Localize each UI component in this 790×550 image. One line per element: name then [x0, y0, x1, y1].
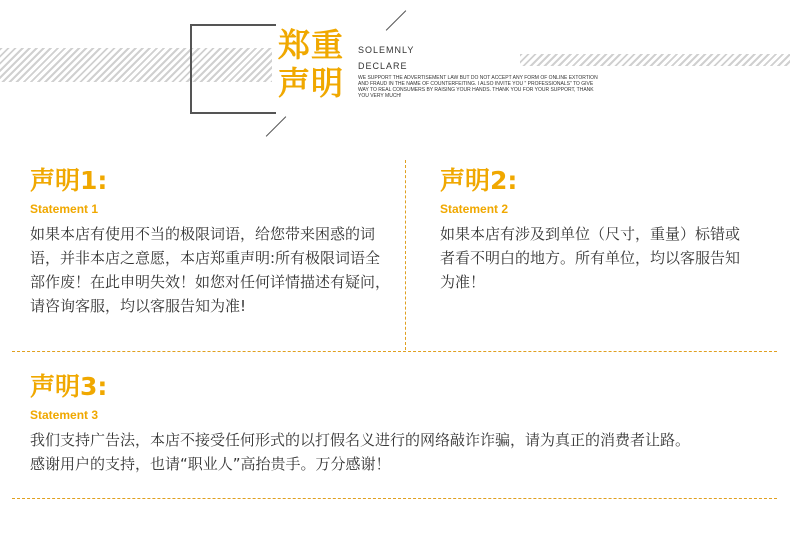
- decorative-slash-bottom: [266, 116, 287, 137]
- statement-2-body: 如果本店有涉及到单位（尺寸，重量）标错或者看不明白的地方。所有单位，均以客服告知为准！: [440, 225, 741, 291]
- divider-middle: [12, 351, 777, 352]
- statement-2-subtitle: Statement 2: [440, 202, 509, 216]
- statement-3-body: 我们支持广告法，本店不接受任何形式的以打假名义进行的网络敲诈诈骗，请为真正的消费者让路。感谢用户的支持，也请“职业人”高抬贵手。万分感谢！: [30, 431, 691, 473]
- statement-2-title: 声明2:: [440, 166, 518, 195]
- header-solemnly-declare: [358, 42, 414, 74]
- statement-1-title: 声明1:: [30, 166, 108, 195]
- statement-1-subtitle: Statement 1: [30, 202, 99, 216]
- divider-vertical: [405, 160, 406, 350]
- declare-text: DECLARE: [358, 61, 408, 71]
- title-frame: [190, 24, 276, 114]
- decorative-slash-top: [386, 10, 407, 31]
- statement-1-body: 如果本店有使用不当的极限词语，给您带来困惑的词语，并非本店之意愿，本店郑重声明:所有极限词语全部作废！在此申明失效！如您对任何详情描述有疑问，请咨询客服，均以客服告知为准!: [30, 225, 391, 315]
- decorative-stripe-right: [520, 54, 790, 66]
- page-title: 郑重 声明: [278, 26, 350, 102]
- statement-3-subtitle: Statement 3: [30, 408, 99, 422]
- solemnly-text: SOLEMNLY: [358, 45, 415, 55]
- statement-3-title: 声明3:: [30, 372, 108, 401]
- header-support-text: WE SUPPORT THE ADVERTISEMENT LAW BUT DO NOT ACCEPT ANY FORM OF ONLINE EXTORTION AND FRAUD IN THE NAME OF COUNTERFEITING. I ALSO INVITE YOU " PROFESSIONALS" TO GIVE WAY TO REAL CONSUMERS BY RAISING YOUR HANDS. THANK YOU FOR YOUR SUPPORT, THANK YOU VERY MUCH!: [358, 75, 598, 99]
- divider-bottom: [12, 498, 777, 499]
